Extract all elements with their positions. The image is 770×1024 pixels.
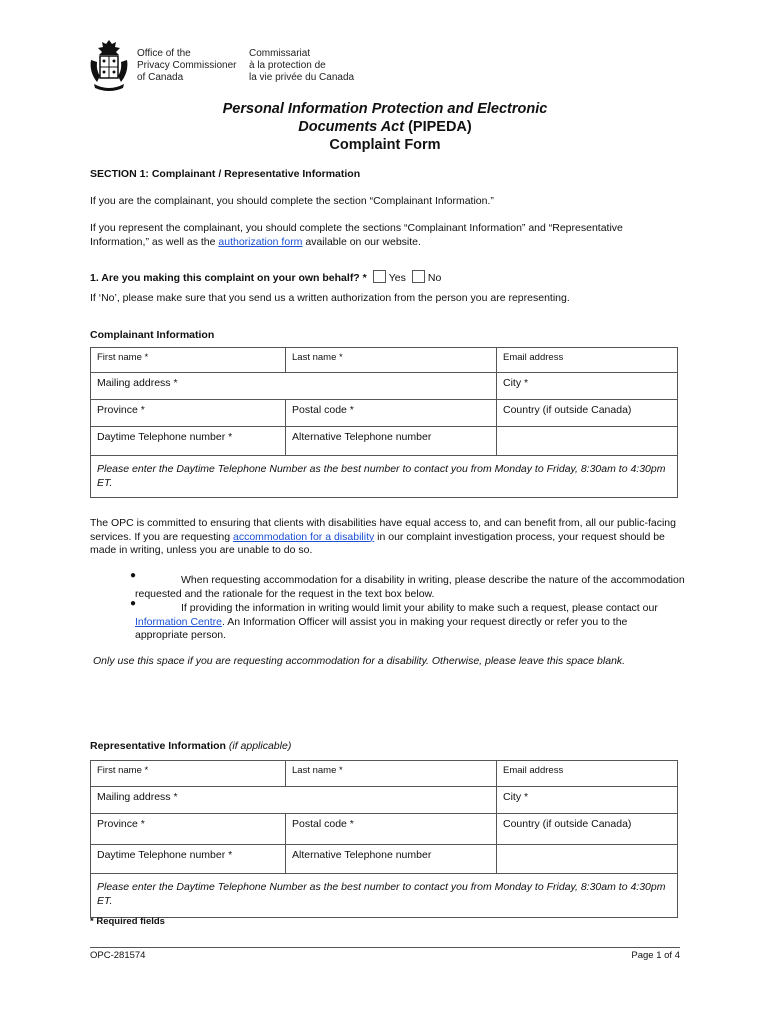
title-line2-italic: Documents Act: [298, 119, 405, 135]
header-en-line2: Privacy Commissioner: [137, 60, 237, 71]
rep-email[interactable]: Email address: [497, 761, 678, 787]
representative-table: [90, 760, 678, 918]
bullet-1-text: When requesting accommodation for a disability in writing, please describe the nature of the accommodation requested and the rationale for the request in the text box below.: [135, 574, 685, 600]
rep-empty-cell: [497, 845, 678, 874]
header-french: [249, 48, 354, 84]
header-english: [137, 48, 236, 84]
rep-mailing-address[interactable]: Mailing address *: [91, 787, 497, 814]
representative-heading: Representative Information (if applicable): [90, 740, 292, 752]
header-en-line1: Office of the: [137, 48, 191, 59]
section1-heading: SECTION 1: Complainant / Representative Information: [90, 168, 361, 180]
rep-daytime-phone[interactable]: Daytime Telephone number *: [91, 845, 286, 874]
accommodation-text-area[interactable]: [90, 672, 680, 732]
section1-para1: If you are the complainant, you should complete the section “Complainant Information.”: [90, 195, 494, 207]
own-behalf-question: [90, 270, 441, 284]
complainant-mailing-address[interactable]: Mailing address *: [91, 373, 497, 400]
rep-first-name[interactable]: First name *: [91, 761, 286, 787]
no-checkbox[interactable]: [412, 270, 425, 283]
authorization-form-link[interactable]: authorization form: [218, 235, 303, 248]
section1-para2: If you represent the complainant, you should complete the sections “Complainant Information” and “Representative Information,” as well as the authorization form available on our website.: [90, 222, 623, 248]
complainant-country[interactable]: Country (if outside Canada): [497, 400, 678, 427]
rep-phone-note: Please enter the Daytime Telephone Number as the best number to contact you from Monday to Friday, 8:30am to 4:30pm ET.: [91, 874, 678, 918]
title-line1: Personal Information Protection and Electronic: [222, 101, 548, 117]
rep-province[interactable]: Province *: [91, 814, 286, 845]
complainant-alt-phone[interactable]: Alternative Telephone number: [286, 427, 497, 456]
accommodation-space-note: Only use this space if you are requesting accommodation for a disability. Otherwise, please leave this space blank.: [93, 655, 626, 667]
bullet-dot-1: ●: [130, 570, 137, 581]
rep-postal-code[interactable]: Postal code *: [286, 814, 497, 845]
bullet-dot-2: ●: [130, 598, 137, 609]
yes-label: Yes: [388, 272, 406, 284]
required-fields-note: * Required fields: [90, 916, 165, 927]
yes-checkbox[interactable]: [373, 270, 386, 283]
header-fr-line1: Commissariat: [249, 48, 311, 59]
no-label: No: [427, 272, 442, 284]
complainant-heading: Complainant Information: [90, 329, 215, 341]
complainant-empty-cell: [497, 427, 678, 456]
question-label: 1. Are you making this complaint on your own behalf? *: [90, 272, 367, 284]
form-title: [0, 100, 770, 154]
complainant-phone-note: Please enter the Daytime Telephone Number as the best number to contact you from Monday to Friday, 8:30am to 4:30pm ET.: [91, 456, 678, 498]
header-en-line3: of Canada: [137, 72, 184, 83]
accessibility-para: The OPC is committed to ensuring that clients with disabilities have equal access to, and can benefit from, all our public-facing services. If you are requesting accommodation for a disability in our complaint investigation process, your request should be made in writing, unless you are unable to do so.: [90, 517, 676, 556]
complainant-last-name[interactable]: Last name *: [286, 348, 497, 373]
accommodation-link[interactable]: accommodation for a disability: [233, 530, 375, 543]
form-code: OPC-281574: [90, 950, 146, 961]
rep-alt-phone[interactable]: Alternative Telephone number: [286, 845, 497, 874]
page-number: Page 1 of 4: [631, 950, 680, 961]
footer-divider: [90, 947, 680, 948]
complainant-first-name[interactable]: First name *: [91, 348, 286, 373]
complainant-province[interactable]: Province *: [91, 400, 286, 427]
header-fr-line2: à la protection de: [249, 60, 326, 71]
complainant-table: [90, 347, 678, 498]
title-line3: Complaint Form: [329, 137, 441, 153]
rep-last-name[interactable]: Last name *: [286, 761, 497, 787]
information-centre-link[interactable]: Information Centre: [135, 615, 222, 628]
authorization-note: If ‘No’, please make sure that you send us a written authorization from the person you are representing.: [90, 292, 570, 304]
rep-country[interactable]: Country (if outside Canada): [497, 814, 678, 845]
rep-city[interactable]: City *: [497, 787, 678, 814]
complainant-city[interactable]: City *: [497, 373, 678, 400]
complainant-postal-code[interactable]: Postal code *: [286, 400, 497, 427]
canada-coat-of-arms-icon: [88, 38, 130, 94]
bullet-2-text: If providing the information in writing would limit your ability to make such a request, please contact our Information Centre. An Information Officer will assist you in making your request directly or refer you to the appropriate person.: [135, 602, 658, 641]
complainant-daytime-phone[interactable]: Daytime Telephone number *: [91, 427, 286, 456]
header-fr-line3: la vie privée du Canada: [249, 72, 355, 83]
complainant-email[interactable]: Email address: [497, 348, 678, 373]
title-line2-rest: (PIPEDA): [404, 119, 472, 135]
